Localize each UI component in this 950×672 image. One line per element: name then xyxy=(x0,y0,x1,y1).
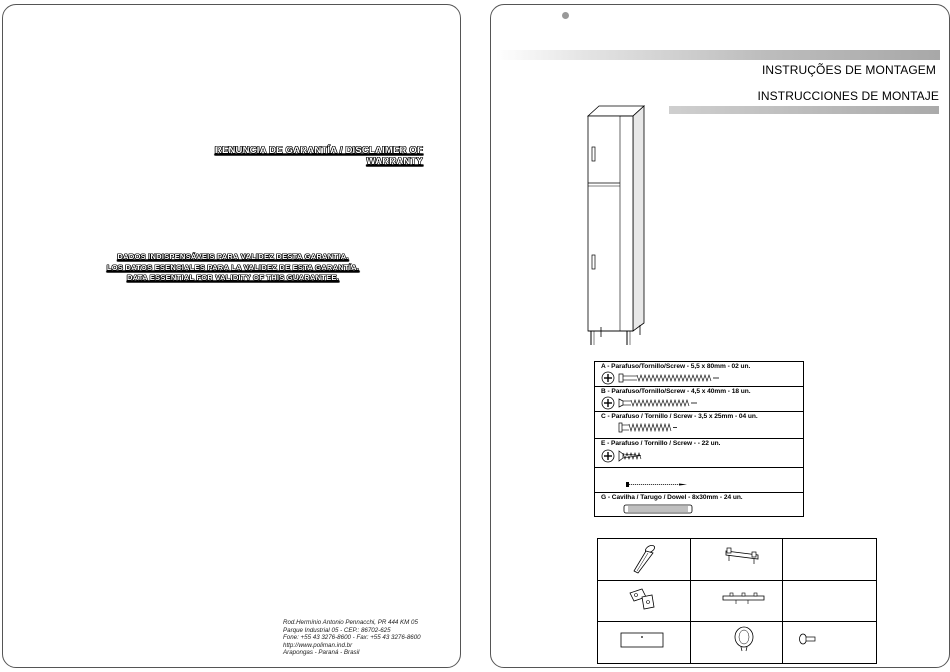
cabinet-illustration xyxy=(587,105,647,345)
address-line: Arapongas - Paraná - Brasil xyxy=(283,649,360,657)
data-line-en: DATA ESSENTIAL FOR VALIDITY OF THIS GUARANTEE. xyxy=(127,273,339,282)
hardware-item-f xyxy=(595,468,803,493)
dot-icon xyxy=(562,12,569,19)
parts-grid xyxy=(597,538,877,664)
title-spanish: INSTRUCCIONES DE MONTAJE xyxy=(757,89,939,103)
title-portuguese: INSTRUÇÕES DE MONTAGEM xyxy=(762,63,936,77)
hardware-item-c xyxy=(595,412,803,439)
data-line-es: LOS DATOS ESENCIALES PARA LA VALIDEZ DE ESTA GARANTÍA. xyxy=(106,263,360,272)
address-line: Rod.Hermínio Antonio Pennacchi, PR 444 KM 05 xyxy=(283,619,418,626)
drawer-rail-icon xyxy=(722,589,766,607)
subheader-bar xyxy=(669,106,939,114)
hinge-plate-icon xyxy=(724,545,760,565)
address-line[interactable]: http://www.poliman.ind.br xyxy=(283,641,353,649)
screw-icon xyxy=(595,362,803,387)
small-bolt-icon xyxy=(798,631,818,647)
screw-icon xyxy=(595,387,803,412)
data-line-pt: DADOS INDISPENSÁVEIS PARA VALIDEZ DESTA GARANTIA. xyxy=(117,252,349,261)
hardware-label: C - Parafuso / Tornillo / Screw - 3,5 x 25mm - 04 un. xyxy=(601,413,758,420)
dowel-icon xyxy=(595,493,803,516)
screw-icon xyxy=(595,412,803,439)
hardware-item-a xyxy=(595,362,803,387)
company-address xyxy=(283,619,421,657)
warranty-page xyxy=(2,4,461,668)
hardware-item-b xyxy=(595,387,803,412)
hardware-label: E - Parafuso / Tornillo / Screw - - 22 un. xyxy=(601,440,721,447)
warranty-title: RENUNCIA DE GARANTÍA / DISCLAIMER OF WARRANTY xyxy=(214,145,423,167)
screw-icon xyxy=(595,439,803,468)
label-plate-icon xyxy=(620,631,666,649)
hardware-label: B - Parafuso/Tornillo/Screw - 4,5 x 40mm - 18 un. xyxy=(601,388,751,395)
hardware-label: G - Cavilha / Tarugo / Dowel - 8x30mm - 24 un. xyxy=(601,494,743,501)
nail-icon xyxy=(595,468,803,493)
hardware-item-g xyxy=(595,493,803,516)
instructions-page xyxy=(490,4,950,668)
knob-icon xyxy=(732,625,756,653)
hardware-label: A - Parafuso/Tornillo/Screw - 5,5 x 80mm - 02 un. xyxy=(601,363,751,370)
address-line: Fone: +55 43 3276-8600 - Fax: +55 43 3276-8600 xyxy=(283,634,421,642)
furniture-foot-icon xyxy=(628,543,660,577)
hardware-list xyxy=(594,361,804,517)
hardware-item-e xyxy=(595,439,803,468)
header-bar xyxy=(496,50,940,60)
address-line: Parque Industrial 05 - CEP.: 86702-625 xyxy=(283,626,391,634)
hinge-icon xyxy=(628,587,660,613)
